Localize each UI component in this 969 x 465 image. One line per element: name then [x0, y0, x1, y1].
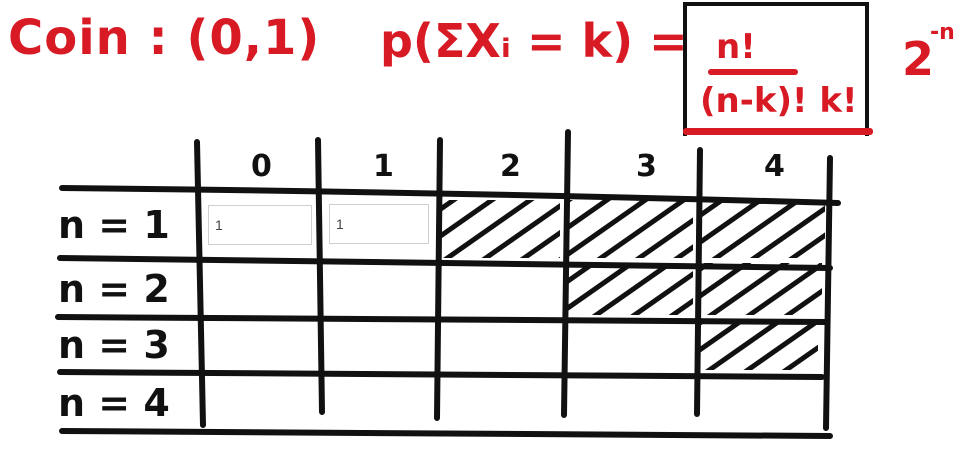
- grid-line-v2: [318, 140, 322, 412]
- coin-label: Coin : (0,1): [8, 10, 321, 66]
- hatched-cell-n3-k4: [700, 322, 818, 370]
- grid-line-h4: [60, 372, 822, 377]
- row-header-n3: n = 3: [58, 323, 170, 367]
- power-exponent: -n: [930, 20, 955, 45]
- grid-line-v6: [826, 158, 830, 428]
- grid-line-v5: [697, 150, 700, 414]
- grid-line-h5: [62, 431, 830, 436]
- grid-line-v1: [197, 142, 203, 425]
- hatched-cell-n1-k2: [440, 200, 560, 258]
- column-header-0: 0: [251, 149, 272, 184]
- grid-line-v4: [564, 132, 568, 415]
- fraction-denominator: (n-k)! k!: [700, 81, 858, 121]
- column-header-1: 1: [373, 149, 394, 184]
- hatched-cell-n2-k3: [565, 263, 693, 315]
- row-header-n2: n = 2: [58, 267, 170, 311]
- hatched-cell-n1-k3: [565, 200, 693, 258]
- probability-expression: p(ΣXᵢ = k) =: [380, 14, 688, 68]
- row-header-n1: n = 1: [58, 203, 170, 247]
- answer-input-n1-k0[interactable]: [208, 205, 312, 245]
- answer-input-n1-k1[interactable]: [329, 204, 429, 244]
- fraction-numerator: n!: [716, 27, 756, 67]
- column-header-4: 4: [764, 149, 785, 184]
- column-header-2: 2: [500, 149, 521, 184]
- power-base: 2: [902, 32, 935, 86]
- column-header-3: 3: [636, 149, 657, 184]
- row-header-n4: n = 4: [58, 381, 170, 425]
- grid-line-h3: [58, 317, 826, 322]
- hatched-cell-n2-k4: [700, 263, 822, 315]
- hatched-cell-n1-k4: [700, 202, 825, 258]
- grid-line-v3: [437, 140, 440, 418]
